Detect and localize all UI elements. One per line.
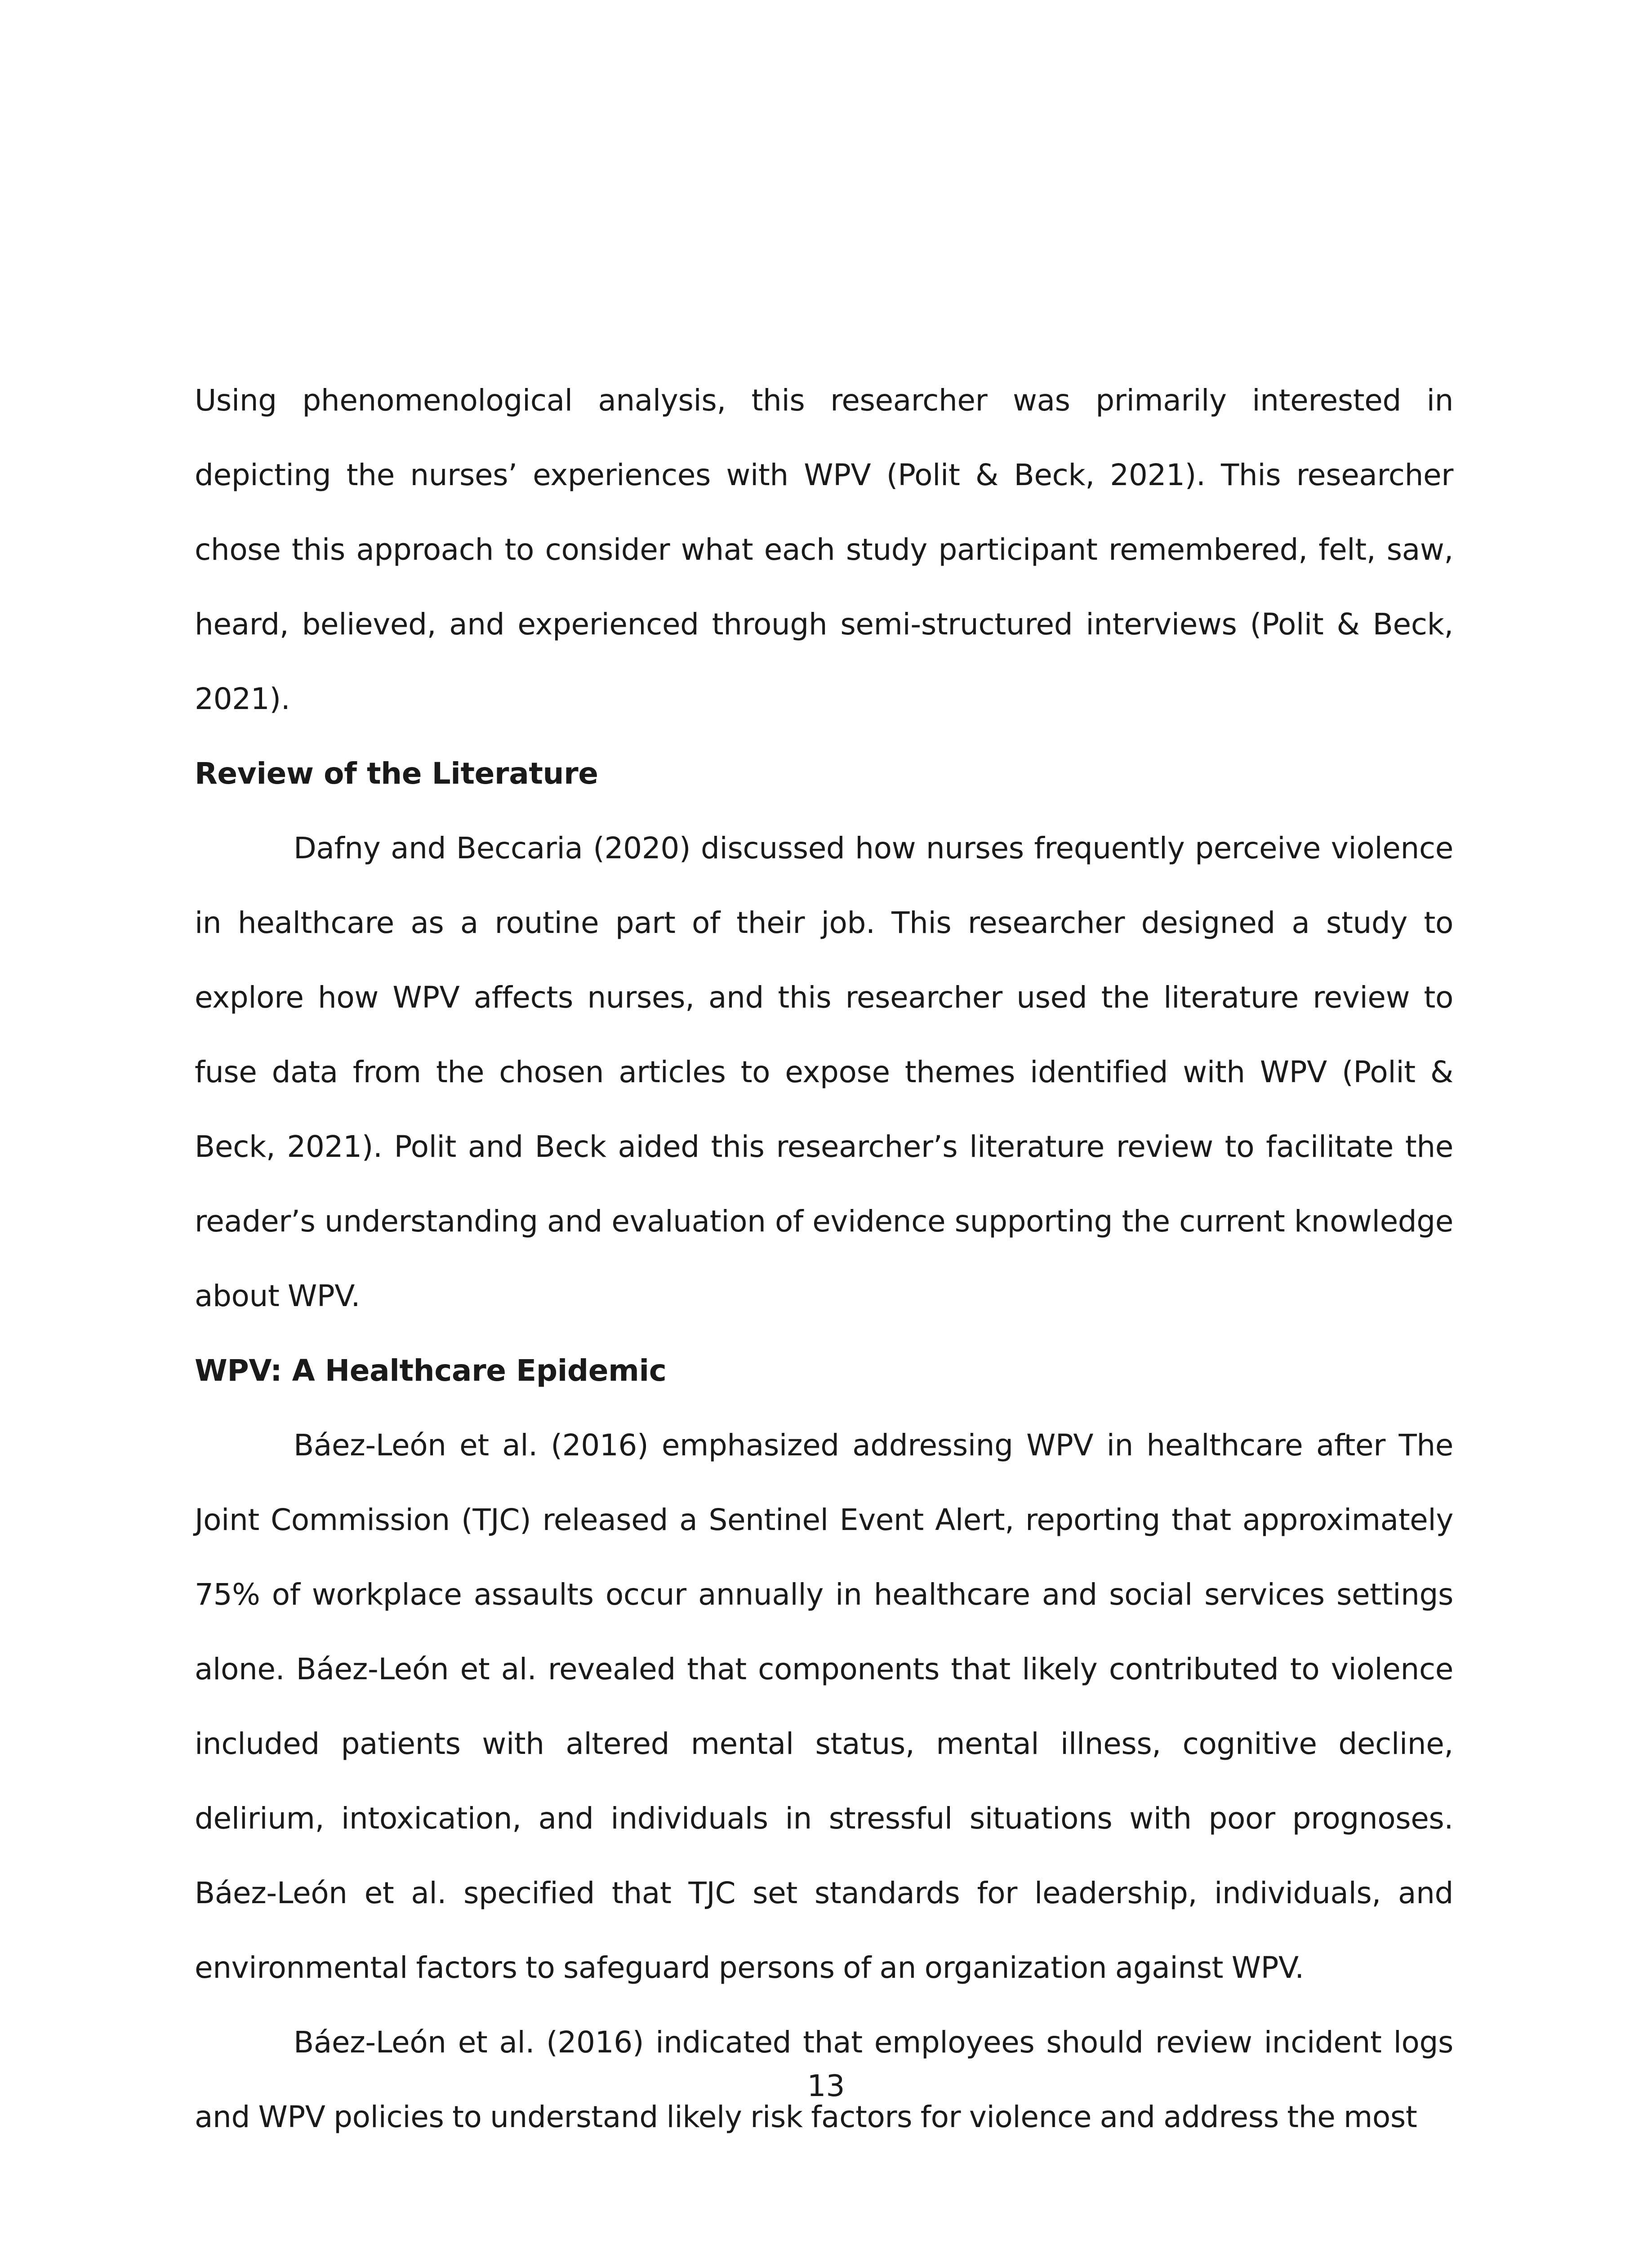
paragraph-baez-leon-indicated: Báez-León et al. (2016) indicated that employees should review incident logs and WPV policies to understand likely risk factors for violence and address the most	[195, 2025, 1453, 2134]
paragraph-phenomenological-analysis: Using phenomenological analysis, this researcher was primarily interested in depicting the nurses’ experiences with WPV (Polit & Beck, 2021). This researcher chose this approach to consider what each study participant remembered, felt, saw, heard, believed, and experienced through semi-structured interviews (Polit & Beck, 2021).	[195, 383, 1453, 716]
page-body	[195, 363, 1453, 2154]
paragraph-dafny-beccaria: Dafny and Beccaria (2020) discussed how nurses frequently perceive violence in healthcare as a routine part of their job. This researcher designed a study to explore how WPV affects nurses, and this researcher used the literature review to fuse data from the chosen articles to expose themes identified with WPV (Polit & Beck, 2021). Polit and Beck aided this researcher’s literature review to facilitate the reader’s understanding and evaluation of evidence supporting the current knowledge about WPV.	[195, 831, 1453, 1313]
page-number: 13	[807, 2069, 845, 2103]
section-heading-healthcare-epidemic: WPV: A Healthcare Epidemic	[195, 1353, 667, 1388]
paragraph-baez-leon-emphasized: Báez-León et al. (2016) emphasized addressing WPV in healthcare after The Joint Commission (TJC) released a Sentinel Event Alert, reporting that approximately 75% of workplace assaults occur annually in healthcare and social services settings alone. Báez-León et al. revealed that components that likely contributed to violence included patients with altered mental status, mental illness, cognitive decline, delirium, intoxication, and individuals in stressful situations with poor prognoses. Báez-León et al. specified that TJC set standards for leadership, individuals, and environmental factors to safeguard persons of an organization against WPV.	[195, 1428, 1453, 1985]
section-heading-review-of-literature: Review of the Literature	[195, 756, 598, 791]
